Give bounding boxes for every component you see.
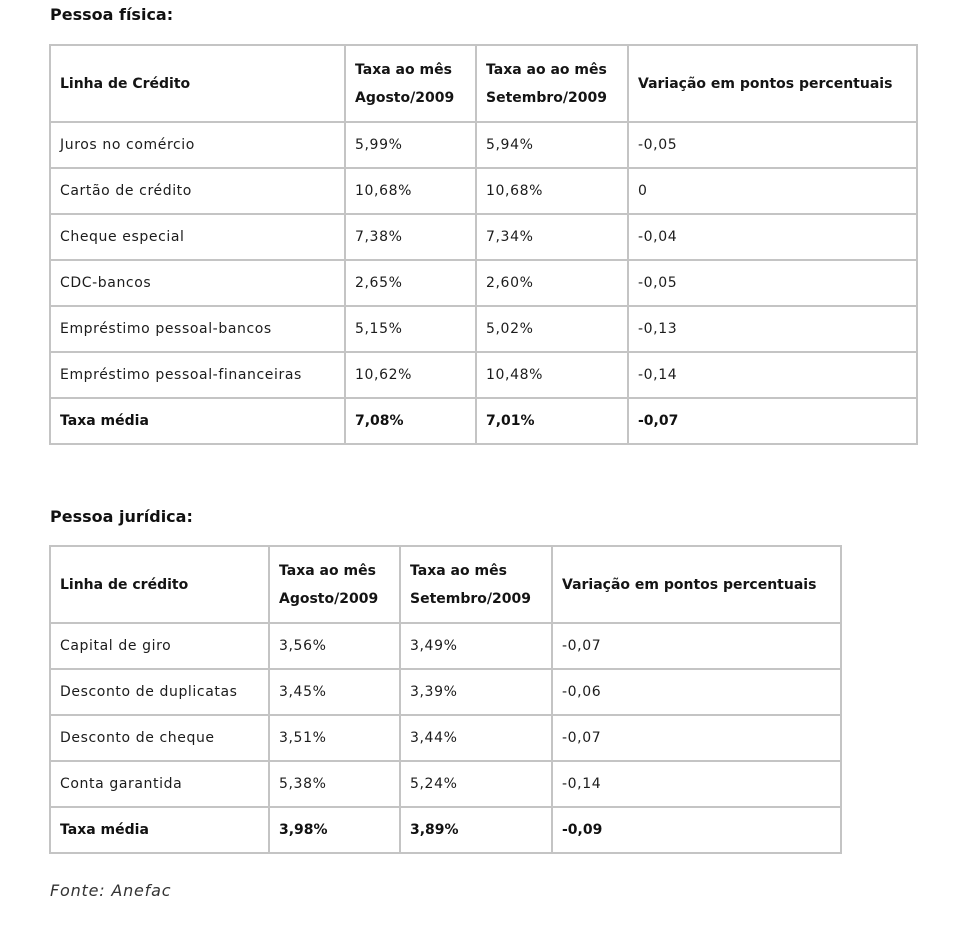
cell-setembro: 3,89% [400,807,552,853]
cell-variacao: -0,07 [552,715,841,761]
header-variacao: Variação em pontos percentuais [628,45,917,122]
cell-setembro: 3,49% [400,623,552,669]
cell-setembro: 5,94% [476,122,628,168]
cell-linha: Cartão de crédito [50,168,345,214]
header-taxa-agosto-line1: Taxa ao mês [279,562,376,579]
table-row [50,669,841,715]
cell-agosto: 10,68% [345,168,476,214]
table-total-row [50,807,841,853]
cell-linha: Cheque especial [50,214,345,260]
header-taxa-setembro-line1: Taxa ao mês [410,562,507,579]
table-header-row [50,45,917,122]
table-row [50,306,917,352]
section-title-pessoa-juridica: Pessoa jurídica: [50,507,193,526]
table-row [50,715,841,761]
cell-linha: Empréstimo pessoal-bancos [50,306,345,352]
cell-linha: Juros no comércio [50,122,345,168]
table-row [50,122,917,168]
cell-agosto: 5,99% [345,122,476,168]
table-total-row [50,398,917,444]
cell-linha: Desconto de cheque [50,715,269,761]
cell-setembro: 7,01% [476,398,628,444]
table-pessoa-fisica [49,44,918,445]
cell-setembro: 10,48% [476,352,628,398]
cell-agosto: 5,38% [269,761,400,807]
table-row [50,623,841,669]
cell-agosto: 10,62% [345,352,476,398]
header-variacao: Variação em pontos percentuais [552,546,841,623]
table-pessoa-juridica [49,545,842,854]
cell-agosto: 3,56% [269,623,400,669]
header-taxa-agosto-line1: Taxa ao mês [355,61,452,78]
table-header-row [50,546,841,623]
cell-variacao: -0,14 [552,761,841,807]
cell-variacao: -0,04 [628,214,917,260]
table-row [50,761,841,807]
cell-setembro: 3,44% [400,715,552,761]
cell-agosto: 3,51% [269,715,400,761]
cell-agosto: 7,38% [345,214,476,260]
header-taxa-setembro [476,45,628,122]
header-taxa-setembro-line2: Setembro/2009 [410,590,531,607]
cell-linha: Empréstimo pessoal-financeiras [50,352,345,398]
cell-variacao: -0,09 [552,807,841,853]
header-taxa-setembro-line2: Setembro/2009 [486,89,607,106]
header-taxa-agosto-line2: Agosto/2009 [355,89,455,106]
cell-setembro: 7,34% [476,214,628,260]
header-linha-de-credito: Linha de crédito [50,546,269,623]
cell-variacao: -0,07 [628,398,917,444]
cell-linha: Desconto de duplicatas [50,669,269,715]
cell-agosto: 3,45% [269,669,400,715]
cell-variacao: -0,06 [552,669,841,715]
cell-setembro: 2,60% [476,260,628,306]
cell-linha: Taxa média [50,807,269,853]
cell-linha: Capital de giro [50,623,269,669]
table-row [50,214,917,260]
cell-setembro: 10,68% [476,168,628,214]
cell-variacao: -0,07 [552,623,841,669]
cell-variacao: 0 [628,168,917,214]
cell-agosto: 2,65% [345,260,476,306]
cell-agosto: 5,15% [345,306,476,352]
table-row [50,352,917,398]
cell-agosto: 7,08% [345,398,476,444]
source-note: Fonte: Anefac [50,881,172,900]
cell-variacao: -0,05 [628,260,917,306]
cell-agosto: 3,98% [269,807,400,853]
cell-variacao: -0,05 [628,122,917,168]
cell-setembro: 5,24% [400,761,552,807]
cell-linha: CDC-bancos [50,260,345,306]
header-taxa-agosto [269,546,400,623]
table-row [50,260,917,306]
header-taxa-agosto-line2: Agosto/2009 [279,590,379,607]
table-row [50,168,917,214]
header-taxa-agosto [345,45,476,122]
header-taxa-setembro-line1: Taxa ao ao mês [486,61,607,78]
cell-linha: Taxa média [50,398,345,444]
cell-setembro: 3,39% [400,669,552,715]
section-title-pessoa-fisica: Pessoa física: [50,5,174,24]
cell-variacao: -0,14 [628,352,917,398]
header-linha-de-credito: Linha de Crédito [50,45,345,122]
cell-linha: Conta garantida [50,761,269,807]
cell-variacao: -0,13 [628,306,917,352]
cell-setembro: 5,02% [476,306,628,352]
header-taxa-setembro [400,546,552,623]
